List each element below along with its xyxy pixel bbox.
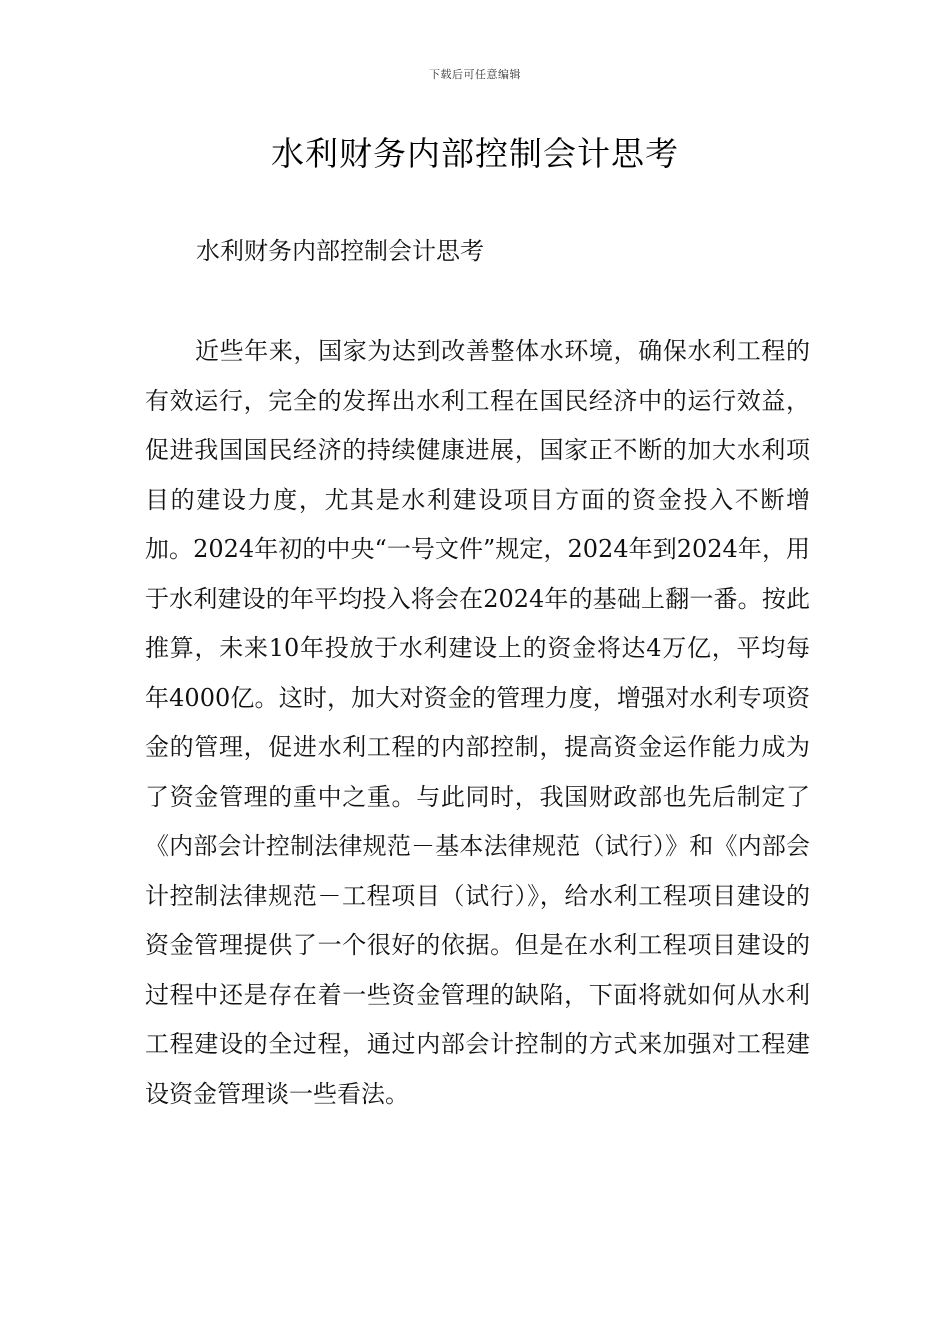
header-note: 下载后可任意编辑 [429,68,521,81]
document-subtitle: 水利财务内部控制会计思考 [196,237,484,265]
body-paragraph: 近些年来，国家为达到改善整体水环境，确保水利工程的有效运行，完全的发挥出水利工程在国民经济中的运行效益，促进我国国民经济的持续健康进展，国家正不断的加大水利项目的建设力度，尤其是水利建设项目方面的资金投入不断增加。2024年初的中央“一号文件”规定，2024年到2024年，用于水利建设的年平均投入将会在2024年的基础上翻一番。按此推算，未来10年投放于水利建设上的资金将达4万亿，平均每年4000亿。这时，加大对资金的管理力度，增强对水利专项资金的管理，促进水利工程的内部控制，提高资金运作能力成为了资金管理的重中之重。与此同时，我国财政部也先后制定了《内部会计控制法律规范－基本法律规范（试行）》和《内部会计控制法律规范－工程项目（试行）》，给水利工程项目建设的资金管理提供了一个很好的依据。但是在水利工程项目建设的过程中还是存在着一些资金管理的缺陷，下面将就如何从水利工程建设的全过程，通过内部会计控制的方式来加强对工程建设资金管理谈一些看法。 [145,337,810,1108]
document-title: 水利财务内部控制会计思考 [271,134,679,173]
